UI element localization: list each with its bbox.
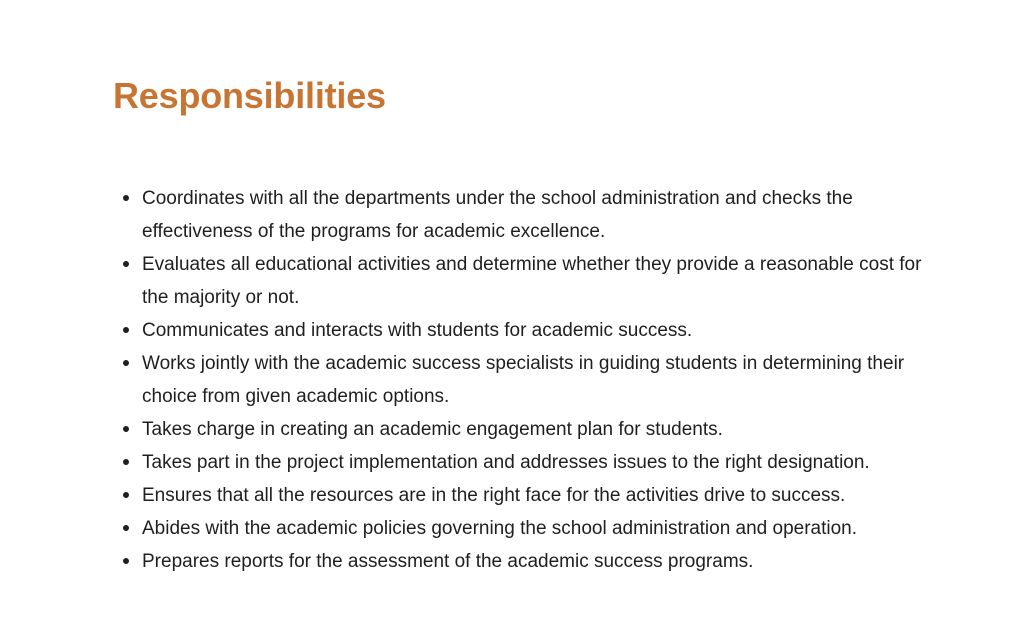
list-item: Works jointly with the academic success specialists in guiding students in determining their choice from given academic options.: [142, 347, 932, 413]
section-title: Responsibilities: [113, 75, 386, 116]
list-item: Evaluates all educational activities and determine whether they provide a reasonable cost for the majority or not.: [142, 248, 932, 314]
responsibilities-list: [113, 182, 932, 578]
list-item: Takes part in the project implementation and addresses issues to the right designation.: [142, 446, 932, 479]
list-item: Communicates and interacts with students for academic success.: [142, 314, 932, 347]
list-item: Takes charge in creating an academic engagement plan for students.: [142, 413, 932, 446]
list-item: Ensures that all the resources are in the right face for the activities drive to success.: [142, 479, 932, 512]
list-item: Abides with the academic policies governing the school administration and operation.: [142, 512, 932, 545]
list-item: Prepares reports for the assessment of the academic success programs.: [142, 545, 932, 578]
list-item: Coordinates with all the departments under the school administration and checks the effectiveness of the programs for academic excellence.: [142, 182, 932, 248]
